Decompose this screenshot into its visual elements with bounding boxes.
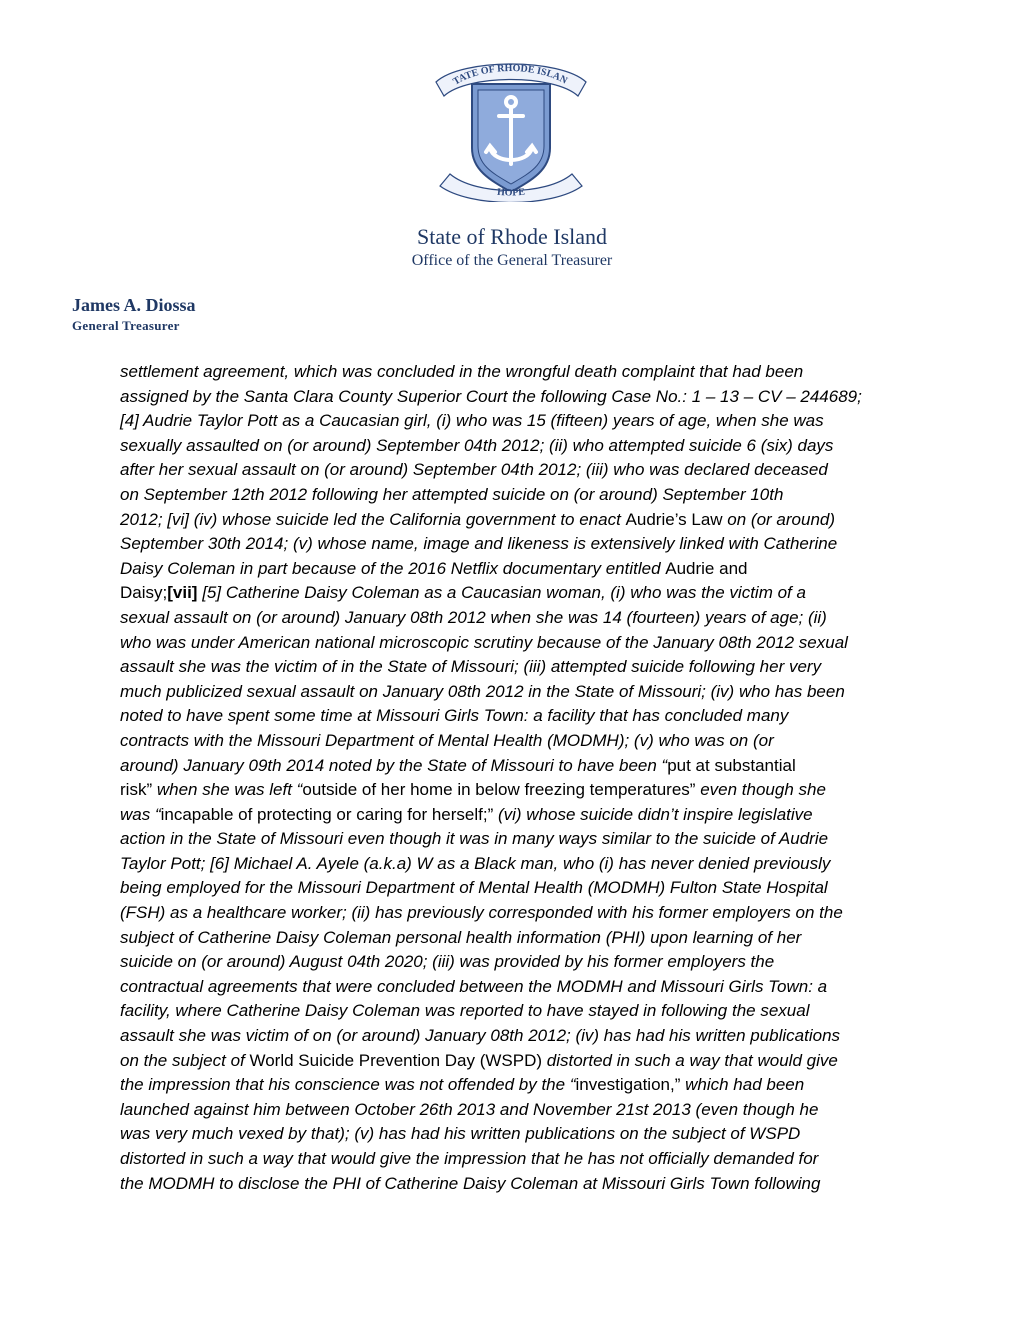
body-text-segment: was very much vexed by that); (v) has had his written publications on the subject of WSPD [120,1124,801,1144]
body-line [120,655,920,680]
body-text-segment: Audrie’s Law [625,509,723,529]
body-line [120,827,920,852]
body-line [120,1024,920,1049]
body-line [120,926,920,951]
body-text-segment: on September 12th 2012 following her attempted suicide on (or around) September 10th [120,484,784,504]
body-text-segment: Taylor Pott; [6] Michael A. Ayele (a.k.a) W as a Black man, who (i) has never denied previously [120,853,831,873]
seal-top-text: TATE OF RHODE ISLAN [451,62,570,88]
body-line [120,1147,920,1172]
body-line [120,557,920,582]
body-text-segment: (vi) whose suicide didn’t inspire legislative [493,804,813,824]
treasurer-title: General Treasurer [72,318,180,333]
body-line [120,1073,920,1098]
body-text-segment: assault she was the victim of in the State of Missouri; (iii) attempted suicide following her very [120,657,822,677]
body-text-segment: which had been [680,1075,805,1095]
body-text-segment: distorted in such a way that would give the impression that he has not officially demanded for [120,1149,819,1168]
rhode-island-seal [432,56,590,202]
body-line [120,729,920,754]
body-text-segment: assault she was victim of on (or around) January 08th 2012; (iv) has had his written publications [120,1026,841,1046]
body-line [120,778,920,803]
body-line [120,950,920,975]
body-text-segment: who was under American national microscopic scrutiny because of the January 08th 2012 sexual [120,632,848,652]
body-text-segment: (FSH) as a healthcare worker; (ii) has previously corresponded with his former employers on the [120,903,843,923]
body-line [120,704,920,729]
body-line [120,999,920,1024]
body-line [120,581,920,606]
body-line [120,1098,920,1123]
body-text-segment: [5] Catherine Daisy Coleman as a Caucasian woman, (i) who was the victim of a [197,583,806,603]
body-text-segment: distorted in such a way that would give [542,1050,838,1070]
body-text-segment: sexually assaulted on (or around) September 04th 2012; (ii) who attempted suicide 6 (six) days [120,435,834,455]
body-text-segment: outside of her home in below freezing temperatures” [302,780,696,800]
body-text-segment: being employed for the Missouri Department of Mental Health (MODMH) Fulton State Hospital [120,878,828,898]
body-text-segment: when she was left “ [152,780,303,800]
body-text-segment: around) January 09th 2014 noted by the State of Missouri to have been “ [120,755,668,775]
body-text-segment: settlement agreement, which was concluded in the wrongful death complaint that had been [120,362,804,381]
body-text-segment: was “ [120,804,161,824]
body-text-segment: contracts with the Missouri Department of Mental Health (MODMH); (v) who was on (or [120,730,774,750]
body-text-segment: Daisy; [120,583,168,603]
body-text-segment: incapable of protecting or caring for herself;” [160,804,494,824]
body-text-segment: much publicized sexual assault on January 08th 2012 in the State of Missouri; (iv) who has been [120,681,845,701]
body-line [120,483,920,508]
body-text-segment: on (or around) [722,509,836,529]
body-line [120,1122,920,1147]
body-line [120,606,920,631]
body-line [120,409,920,434]
body-text-segment: contractual agreements that were concluded between the MODMH and Missouri Girls Town: a [120,976,828,996]
body-text-segment: the impression that his conscience was not offended by the “ [120,1075,576,1095]
body-text-segment: [4] Audrie Taylor Pott as a Caucasian girl, (i) who was 15 (fifteen) years of age, when she was [120,411,824,431]
body-line [120,754,920,779]
body-line [120,901,920,926]
body-text-segment: World Suicide Prevention Day (WSPD) [249,1050,543,1070]
body-line [120,876,920,901]
body-line [120,458,920,483]
body-text-segment: Daisy Coleman in part because of the 2016 Netflix documentary entitled [120,558,666,578]
body-text-segment: on the subject of [120,1050,250,1070]
body-line [120,360,920,385]
letter-body [120,360,920,1196]
body-line [120,803,920,828]
body-text-segment: investigation,” [575,1075,681,1095]
body-text-segment: Audrie and [665,558,748,578]
body-text-segment: risk” [120,780,153,800]
body-text-segment: noted to have spent some time at Missouri Girls Town: a facility that has concluded many [120,706,789,726]
body-text-segment: sexual assault on (or around) January 08th 2012 when she was 14 (fourteen) years of age; (ii) [120,607,827,627]
body-text-segment: the MODMH to disclose the PHI of Catherine Daisy Coleman at Missouri Girls Town following [120,1173,821,1193]
body-line [120,1172,920,1197]
body-text-segment: put at substantial [667,755,796,775]
seal-graphic [432,56,590,202]
body-text-segment: after her sexual assault on (or around) September 04th 2012; (iii) who was declared deceased [120,460,828,480]
body-line [120,508,920,533]
body-line [120,434,920,459]
body-text-segment: 2012; [vi] (iv) whose suicide led the California government to enact [120,509,626,529]
body-text-segment: action in the State of Missouri even though it was in many ways similar to the suicide of Audrie [120,829,829,849]
body-text-segment: [vii] [167,583,198,603]
body-line [120,631,920,656]
body-text-segment: subject of Catherine Daisy Coleman personal health information (PHI) upon learning of her [120,927,802,947]
office-subheading: Office of the General Treasurer [411,252,613,269]
body-text-segment: suicide on (or around) August 04th 2020; (iii) was provided by his former employers the [120,952,775,972]
body-line [120,385,920,410]
body-text-segment: launched against him between October 26th 2013 and November 21st 2013 (even though he [120,1099,819,1119]
body-line [120,852,920,877]
seal-bottom-text: HOPE [496,186,526,199]
state-heading: State of Rhode Island [416,224,608,249]
body-line [120,975,920,1000]
body-text-segment: September 30th 2014; (v) whose name, image and likeness is extensively linked with Catherine [120,534,838,554]
body-text-segment: assigned by the Santa Clara County Superior Court the following Case No.: 1 – 13 – CV – 244689; [120,386,862,406]
body-line [120,1049,920,1074]
body-text-segment: even though she [695,780,826,800]
treasurer-name: James A. Diossa [72,295,196,315]
body-line [120,680,920,705]
body-line [120,532,920,557]
body-text-segment: facility, where Catherine Daisy Coleman was reported to have stayed in following the sexual [120,1001,810,1021]
